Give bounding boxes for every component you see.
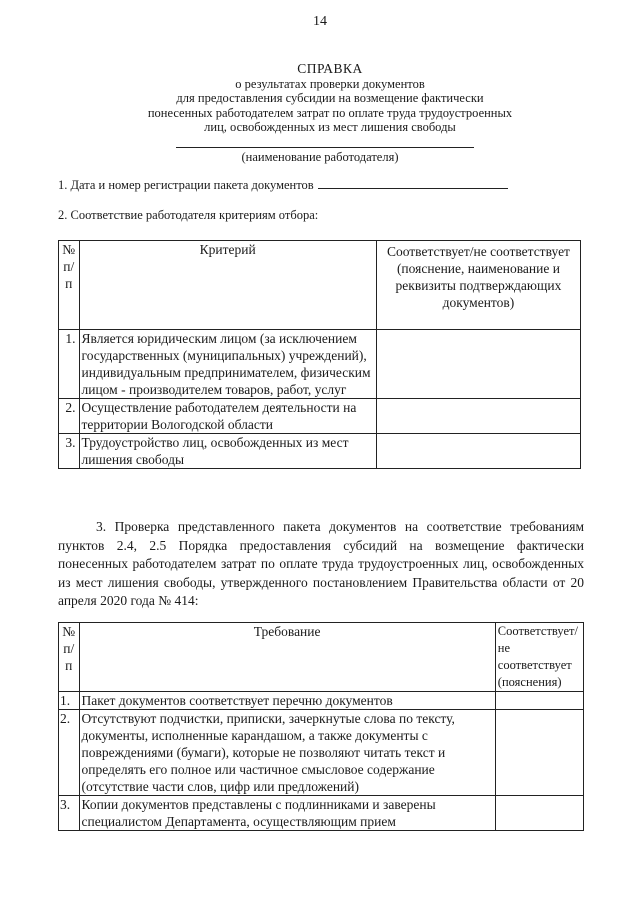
title-line: для предоставления субсидии на возмещение фактически <box>176 91 484 105</box>
table-row <box>59 330 581 399</box>
table-row <box>59 796 584 831</box>
row-match-cell <box>495 710 583 796</box>
title-line: о результатах проверки документов <box>235 76 425 91</box>
criteria-table <box>58 240 581 469</box>
header-match: Соответствует/ не соответствует (пояснения) <box>495 623 583 692</box>
item-1-registration <box>58 178 508 193</box>
row-match-cell <box>495 796 583 831</box>
item-2-label: 2. Соответствие работодателя критериям отбора: <box>58 208 319 222</box>
title-line: понесенных работодателем затрат по оплате труда трудоустроенных <box>147 105 513 120</box>
header-num: № п/п <box>59 241 80 330</box>
row-requirement: Пакет документов соответствует перечню документов <box>79 692 495 710</box>
row-criterion: Осуществление работодателем деятельности на территории Вологодской области <box>79 399 376 434</box>
row-match-cell <box>376 434 580 469</box>
row-num: 2. <box>59 710 80 796</box>
header-num: № п/п <box>59 623 80 692</box>
employer-name-blank-line <box>176 147 474 148</box>
table-row <box>59 434 581 469</box>
employer-caption: (наименование работодателя) <box>241 150 399 164</box>
requirements-table <box>58 622 584 831</box>
row-num: 1. <box>59 692 80 710</box>
page-number: 14 <box>313 14 327 29</box>
table-row <box>59 710 584 796</box>
row-requirement: Копии документов представлены с подлинниками и заверены специалистом Департамента, осуществляющим прием <box>79 796 495 831</box>
registration-blank-line <box>318 178 508 189</box>
row-match-cell <box>376 399 580 434</box>
document-title: СПРАВКА <box>297 61 363 76</box>
row-num: 1. <box>59 330 80 399</box>
table-header-row <box>59 623 584 692</box>
paragraph-3-verification: 3. Проверка представленного пакета документов на соответствие требованиям пунктов 2.4, 2.5 Порядка предоставления субсидий на возмещение фактически понесенных работодателем затрат по оплате труда трудоустроенных лиц, освобожденных из мест лишения свободы, утвержденного постановлением Правительства области от 20 апреля 2020 года № 414: <box>58 519 584 608</box>
table-row <box>59 399 581 434</box>
row-num: 3. <box>59 796 80 831</box>
table-row <box>59 692 584 710</box>
title-line: лиц, освобожденных из мест лишения свободы <box>204 120 456 134</box>
row-num: 3. <box>59 434 80 469</box>
row-match-cell <box>495 692 583 710</box>
header-match: Соответствует/не соответствует (пояснение, наименование и реквизиты подтверждающих документов) <box>376 241 580 330</box>
row-requirement: Отсутствуют подчистки, приписки, зачеркнутые слова по тексту, документы, исполненные карандашом, а также документы с повреждениями (бумаги), которые не позволяют читать текст и определять его полное или частичное смысловое содержание (отсутствие части слов, цифр или предложений) <box>79 710 495 796</box>
header-criterion: Критерий <box>79 241 376 330</box>
row-match-cell <box>376 330 580 399</box>
row-num: 2. <box>59 399 80 434</box>
header-requirement: Требование <box>79 623 495 692</box>
table-header-row <box>59 241 581 330</box>
document-title-block <box>60 62 600 135</box>
item-1-label: 1. Дата и номер регистрации пакета документов <box>58 178 314 192</box>
row-criterion: Является юридическим лицом (за исключением государственных (муниципальных) учреждений), индивидуальным предпринимателем, физическим лицом - производителем товаров, работ, услуг <box>79 330 376 399</box>
row-criterion: Трудоустройство лиц, освобожденных из мест лишения свободы <box>79 434 376 469</box>
